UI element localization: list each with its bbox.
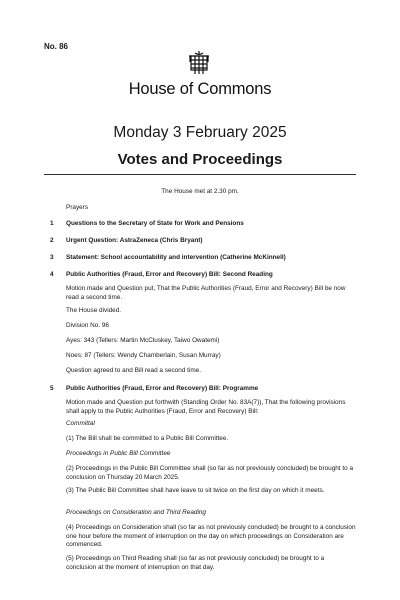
item-title: Urgent Question: AstraZeneca (Chris Bryant): [66, 237, 203, 244]
item-title: Public Authorities (Fraud, Error and Recovery) Bill: Second Reading: [66, 271, 273, 278]
pbc-heading: Proceedings in Public Bill Committee: [66, 450, 171, 457]
item4-divided: The House divided.: [66, 307, 122, 314]
consideration-heading: Proceedings on Consideration and Third Reading: [66, 509, 206, 516]
item-number: 5: [50, 385, 54, 392]
item4-ayes: Ayes: 343 (Tellers: Martin McCluskey, Taiwo Owatemi): [66, 337, 220, 344]
item-title: Statement: School accountability and intervention (Catherine McKinnell): [66, 254, 286, 261]
provision-2: (2) Proceedings in the Public Bill Committee shall (so far as not previously concluded) be brought to a conclusion on Thursday 20 March 2025.: [66, 465, 354, 481]
portcullis-icon: [187, 50, 211, 78]
item4-agreed: Question agreed to and Bill read a second time.: [66, 367, 201, 374]
item5-motion: Motion made and Question put forthwith (Standing Order No. 83A(7)), That the following provisions shall apply to the Public Authorities (Fraud, Error and Recovery) Bill:: [66, 399, 346, 415]
provision-5: (5) Proceedings on Third Reading shall (so far as not previously concluded) be brought to a conclusion at the moment of interruption on that day.: [66, 555, 325, 571]
provision-1: (1) The Bill shall be committed to a Public Bill Committee.: [66, 435, 229, 442]
item4-motion: Motion made and Question put, That the Public Authorities (Fraud, Error and Recovery) Bill be now read a second time.: [66, 285, 346, 301]
item-number: 3: [50, 254, 54, 261]
item-number: 4: [50, 271, 54, 278]
title-divider: [44, 174, 356, 175]
item-title: Public Authorities (Fraud, Error and Recovery) Bill: Programme: [66, 385, 259, 392]
item4-noes: Noes: 87 (Tellers: Wendy Chamberlain, Susan Murray): [66, 352, 221, 359]
item4-division-number: Division No. 96: [66, 322, 109, 329]
provision-3: (3) The Public Bill Committee shall have leave to sit twice on the first day on which it meets.: [66, 487, 325, 494]
sitting-start: The House met at 2.30 pm.: [161, 188, 239, 195]
house-logotype: House of Commons: [128, 80, 272, 98]
item-number: 1: [50, 220, 54, 227]
provision-4: (4) Proceedings on Consideration shall (so far as not previously concluded) be brought to a conclusion one hour before the moment of interruption on the day on which proceedings on Consideration are commenced.: [66, 524, 356, 549]
prayers-label: Prayers: [66, 204, 89, 211]
committal-heading: Committal: [66, 420, 95, 427]
sitting-date: Monday 3 February 2025: [113, 124, 287, 141]
item-title: Questions to the Secretary of State for Work and Pensions: [66, 220, 244, 227]
item-number: 2: [50, 237, 54, 244]
page-title: Votes and Proceedings: [117, 151, 283, 168]
document-number: No. 86: [44, 42, 69, 51]
